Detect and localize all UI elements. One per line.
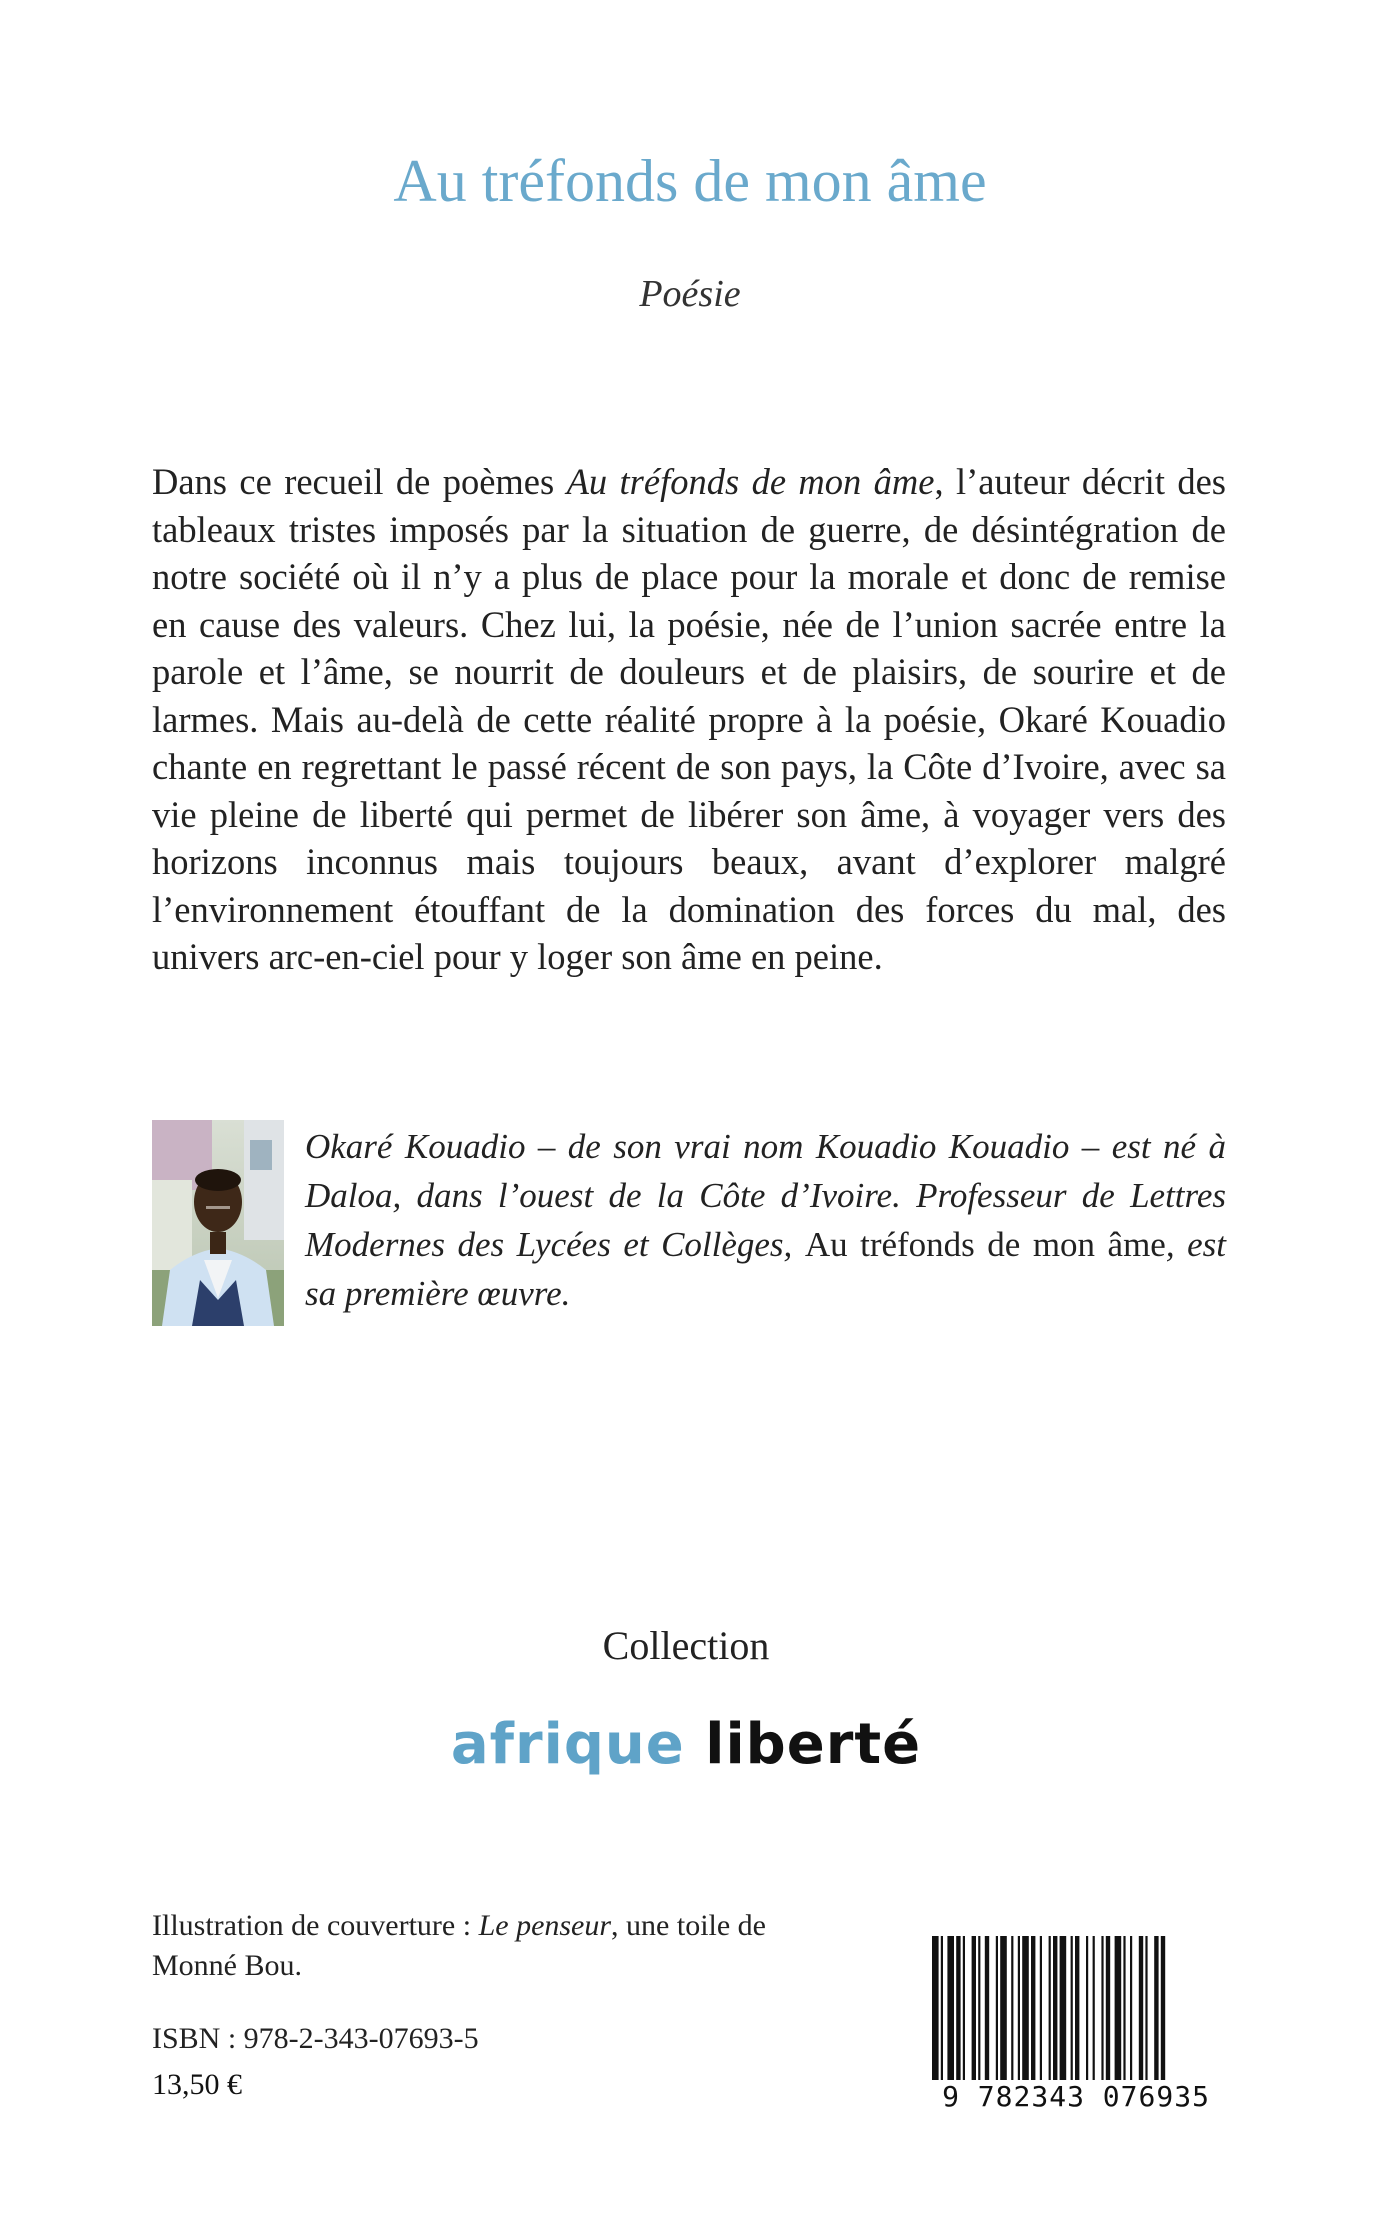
blurb-title-italic: Au tréfonds de mon âme	[566, 461, 935, 502]
barcode-bar	[956, 1936, 960, 2080]
barcode-bar	[1049, 1936, 1051, 2080]
barcode-bar	[1161, 1936, 1165, 2080]
barcode-bar	[972, 1936, 976, 2080]
barcode-bar	[1060, 1936, 1067, 2080]
back-cover-blurb	[152, 458, 1226, 981]
collection-logo	[0, 1712, 1372, 1777]
barcode-bar	[1101, 1936, 1103, 2080]
barcode-bar	[1022, 1936, 1029, 2080]
barcode-bar	[1086, 1936, 1088, 2080]
barcode-bar	[1031, 1936, 1035, 2080]
barcode-bar	[1093, 1936, 1095, 2080]
barcode-bar	[1053, 1936, 1057, 2080]
barcode-bar	[1075, 1936, 1079, 2080]
collection-label: Collection	[602, 1623, 770, 1668]
credit-artwork-title: Le penseur	[478, 1909, 612, 1942]
barcode-bar	[1106, 1936, 1110, 2080]
barcode-bar	[996, 1936, 998, 2080]
barcode-digits: 9 782343 076935	[930, 2080, 1222, 2113]
book-title: Au tréfonds de mon âme	[393, 148, 987, 214]
barcode-bar	[932, 1936, 939, 2080]
logo-liberte: liberté	[705, 1712, 922, 1777]
author-bio-part2: , est sa première œuvre.	[305, 1225, 1226, 1313]
blurb-body: , l’auteur décrit des tableaux tristes imposés par la situation de guerre, de désintégration de notre société où il n’y a plus de place pour la morale et donc de remise en cause des valeurs. Chez lui, la poésie, née de l’union sacrée entre la parole et l’âme, se nourrit de douleurs et de plaisirs, de sourire et de larmes. Mais au-delà de cette réalité propre à la poésie, Okaré Kouadio chante en regrettant le passé récent de son pays, la Côte d’Ivoire, avec sa vie pleine de liberté qui permet de libérer son âme, à voyager vers des horizons inconnus mais toujours beaux, avant d’explorer malgré l’environnement étouffant de la domination des forces du mal, des univers arc-en-ciel pour y loger son âme en peine.	[152, 461, 1227, 977]
illustration-credit	[152, 1906, 792, 1986]
genre-label: Poésie	[639, 273, 741, 315]
barcode-bar	[947, 1936, 954, 2080]
author-photo	[152, 1120, 284, 1326]
barcode-bar	[1011, 1936, 1013, 2080]
barcode-bar	[1139, 1936, 1143, 2080]
barcode-bar	[1145, 1936, 1147, 2080]
author-portrait-image	[152, 1120, 284, 1326]
barcode-bar	[1018, 1936, 1020, 2080]
barcode-bar	[1154, 1936, 1158, 2080]
blurb-intro: Dans ce recueil de poèmes	[152, 461, 567, 502]
barcode-bar	[963, 1936, 965, 2080]
logo-afrique: afrique	[450, 1712, 685, 1777]
price: 13,50 €	[152, 2068, 242, 2101]
author-bio-part1: Okaré Kouadio – de son vrai nom Kouadio Kouadio – est né à Daloa, dans l’ouest de la Côte d’Ivoire. Professeur de Lettres Modernes des Lycées et Collèges,	[305, 1127, 1226, 1264]
barcode-bar	[1071, 1936, 1073, 2080]
barcode-bar	[1115, 1936, 1122, 2080]
barcode-bar	[1040, 1936, 1042, 2080]
credit-prefix: Illustration de couverture :	[152, 1909, 479, 1942]
credit-suffix: , une toile de Monné Bou.	[152, 1909, 766, 1982]
author-bio	[305, 1122, 1226, 1318]
isbn: ISBN : 978-2-343-07693-5	[152, 2022, 479, 2055]
barcode-bar	[941, 1936, 943, 2080]
barcode-bar	[1123, 1936, 1125, 2080]
barcode-bar	[1130, 1936, 1132, 2080]
barcode-bar	[978, 1936, 980, 2080]
barcode-bar	[985, 1936, 989, 2080]
author-bio-title: Au tréfonds de mon âme	[804, 1225, 1166, 1264]
barcode-bar	[1000, 1936, 1007, 2080]
